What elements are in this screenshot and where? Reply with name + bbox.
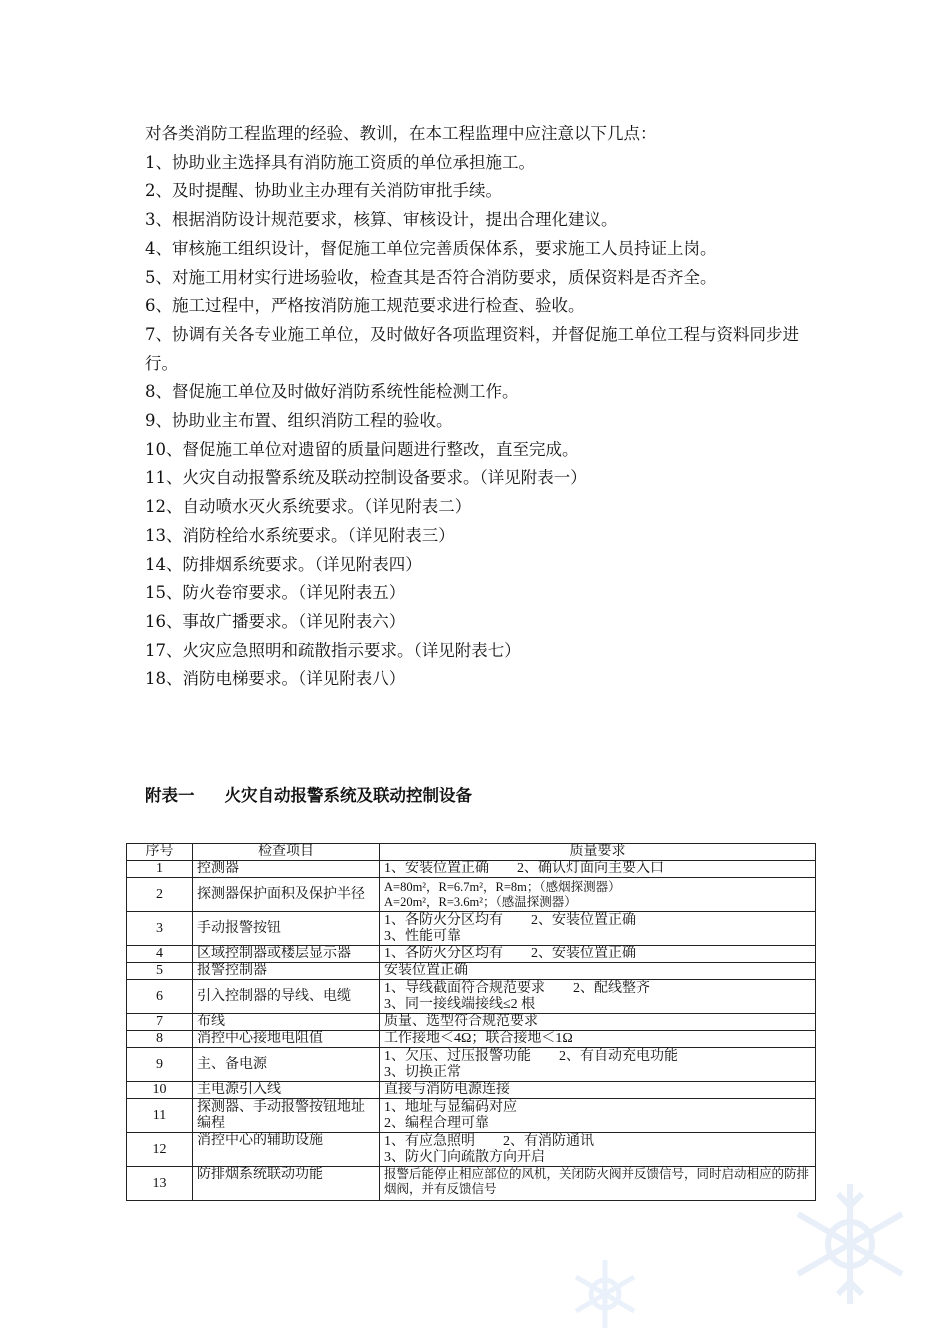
row-no: 8 (127, 1031, 193, 1048)
req-line: 1、各防火分区均有 2、安装位置正确 (384, 912, 636, 928)
req-line: 直接与消防电源连接 (384, 1082, 510, 1097)
row-req (380, 1167, 816, 1201)
row-no: 11 (127, 1099, 193, 1133)
row-no: 12 (127, 1133, 193, 1167)
intro-item: 3、根据消防设计规范要求，核算、审核设计，提出合理化建议。 (145, 210, 618, 230)
row-no: 10 (127, 1082, 193, 1099)
row-req (380, 861, 816, 878)
intro-item: 16、事故广播要求。（详见附表六） (145, 611, 406, 631)
req-line: 3、切换正常 (384, 1064, 461, 1080)
row-item: 消控中心接地电阻值 (193, 1031, 380, 1048)
intro-item: 1、协助业主选择具有消防施工资质的单位承担施工。 (145, 152, 535, 172)
row-req (380, 1082, 816, 1099)
row-req (380, 1031, 816, 1048)
intro-item: 6、施工过程中，严格按消防施工规范要求进行检查、验收。 (145, 296, 585, 316)
snowflake-watermark-icon (770, 1174, 930, 1314)
row-no: 1 (127, 861, 193, 878)
req-line: 质量、选型符合规范要求 (384, 1014, 538, 1029)
table-row (127, 1014, 816, 1031)
header-item: 检查项目 (193, 844, 380, 861)
req-line: 1、各防火分区均有 2、安装位置正确 (384, 946, 636, 961)
req-line: 1、安装位置正确 2、确认灯面向主要入口 (384, 861, 664, 876)
row-item: 主、备电源 (193, 1048, 380, 1082)
row-item: 布线 (193, 1014, 380, 1031)
row-req (380, 946, 816, 963)
req-line: 1、导线截面符合规范要求 2、配线整齐 (384, 980, 650, 996)
table-row (127, 1082, 816, 1099)
row-item: 消控中心的辅助设施 (193, 1133, 380, 1167)
req-line: 2、编程合理可靠 (384, 1115, 489, 1131)
row-no: 5 (127, 963, 193, 980)
req-line: A=20m²，R=3.6m²；（感温探测器） (384, 894, 577, 909)
intro-item: 4、审核施工组织设计，督促施工单位完善质保体系，要求施工人员持证上岗。 (145, 238, 717, 258)
intro-item: 2、及时提醒、协助业主办理有关消防审批手续。 (145, 181, 502, 201)
row-req (380, 980, 816, 1014)
req-line: 安装位置正确 (384, 963, 468, 978)
row-no: 7 (127, 1014, 193, 1031)
intro-item: 10、督促施工单位对遗留的质量问题进行整改，直至完成。 (145, 439, 579, 459)
intro-section (145, 120, 825, 694)
req-line: 1、欠压、过压报警功能 2、有自动充电功能 (384, 1048, 678, 1064)
req-line: 1、有应急照明 2、有消防通讯 (384, 1133, 594, 1149)
table-row (127, 946, 816, 963)
table-row (127, 861, 816, 878)
row-no: 2 (127, 878, 193, 912)
intro-item: 15、防火卷帘要求。（详见附表五） (145, 583, 406, 603)
header-req: 质量要求 (380, 844, 816, 861)
table-title (145, 782, 472, 806)
snowflake-watermark-small-icon (560, 1254, 650, 1334)
row-no: 13 (127, 1167, 193, 1201)
row-item: 控测器 (193, 861, 380, 878)
intro-item: 7、协调有关各专业施工单位，及时做好各项监理资料，并督促施工单位工程与资料同步进行。 (145, 324, 799, 373)
intro-item: 18、消防电梯要求。（详见附表八） (145, 669, 406, 689)
req-line: 3、性能可靠 (384, 928, 461, 944)
table-row (127, 1031, 816, 1048)
row-req (380, 1099, 816, 1133)
intro-item: 17、火灾应急照明和疏散指示要求。（详见附表七） (145, 640, 521, 660)
intro-item: 12、自动喷水灭火系统要求。（详见附表二） (145, 497, 472, 517)
intro-lead: 对各类消防工程监理的经验、教训，在本工程监理中应注意以下几点： (145, 124, 657, 143)
table-row (127, 912, 816, 946)
table-row (127, 878, 816, 912)
row-item: 区域控制器或楼层显示器 (193, 946, 380, 963)
table-row (127, 980, 816, 1014)
intro-item: 8、督促施工单位及时做好消防系统性能检测工作。 (145, 382, 519, 402)
req-line: 3、防火门向疏散方向开启 (384, 1149, 545, 1165)
req-line: 1、地址与显编码对应 (384, 1099, 517, 1115)
inspection-table (126, 843, 816, 1201)
intro-item: 5、对施工用材实行进场验收，检查其是否符合消防要求，质保资料是否齐全。 (145, 267, 717, 287)
row-item: 防排烟系统联动功能 (193, 1167, 380, 1201)
row-item: 报警控制器 (193, 963, 380, 980)
row-item: 探测器、手动报警按钮地址编程 (193, 1099, 380, 1133)
row-req (380, 878, 816, 912)
row-req (380, 1048, 816, 1082)
intro-item: 11、火灾自动报警系统及联动控制设备要求。（详见附表一） (145, 468, 587, 488)
req-line: 报警后能停止相应部位的风机，关闭防火阀并反馈信号，同时启动相应的防排烟阀，并有反馈信号 (384, 1167, 810, 1196)
intro-item: 9、协助业主布置、组织消防工程的验收。 (145, 411, 453, 431)
req-line: A=80m²，R=6.7m²，R=8m；（感烟探测器） (384, 880, 621, 894)
row-req (380, 963, 816, 980)
row-no: 9 (127, 1048, 193, 1082)
row-req (380, 1133, 816, 1167)
table-row (127, 963, 816, 980)
row-req (380, 912, 816, 946)
table-name: 火灾自动报警系统及联动控制设备 (224, 786, 472, 805)
row-item: 手动报警按钮 (193, 912, 380, 946)
row-item: 主电源引入线 (193, 1082, 380, 1099)
table-row (127, 1133, 816, 1167)
intro-item: 13、消防栓给水系统要求。（详见附表三） (145, 525, 455, 545)
req-line: 工作接地＜4Ω；联合接地＜1Ω (384, 1031, 573, 1046)
table-header-row (127, 844, 816, 861)
header-no: 序号 (127, 844, 193, 861)
row-item: 探测器保护面积及保护半径 (193, 878, 380, 912)
intro-item: 14、防排烟系统要求。（详见附表四） (145, 554, 422, 574)
table-row (127, 1048, 816, 1082)
req-line: 3、同一接线端接线≤2 根 (384, 996, 536, 1012)
table-label: 附表一 (145, 786, 195, 805)
row-no: 4 (127, 946, 193, 963)
table-row (127, 1167, 816, 1201)
row-no: 3 (127, 912, 193, 946)
row-item: 引入控制器的导线、电缆 (193, 980, 380, 1014)
row-req (380, 1014, 816, 1031)
table-row (127, 1099, 816, 1133)
row-no: 6 (127, 980, 193, 1014)
